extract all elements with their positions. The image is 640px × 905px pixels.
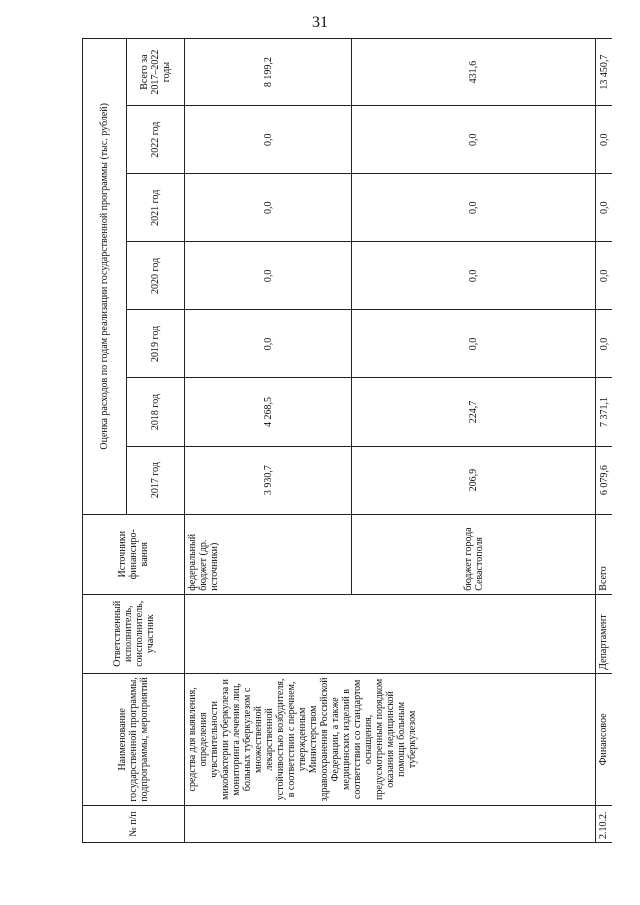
cell-federal-2021: 0,0 <box>185 174 352 242</box>
header-responsible: Ответственный исполнитель, соисполнитель, участник <box>83 594 185 673</box>
table-row-federal <box>185 39 352 843</box>
cell-item-description: средства для выявления, определения чувствительности микобактерии туберкулеза и мониторинга лечения лиц, больных туберкулезом с множественной лекарственной устойчивостью возбудителя, в соответствии с перечнем, утвержденным Министерством здравоохранения Российской Федерации, а также медицинских изделий в соответствии со стандартом оснащения, предусмотренным порядком оказания медицинской помощи больным туберкулезом <box>185 673 596 805</box>
header-year-2020: 2020 год <box>127 242 185 310</box>
cell-next-2017: 6 079,6 <box>596 446 613 514</box>
cell-city-2022: 0,0 <box>352 106 596 174</box>
cell-city-2020: 0,0 <box>352 242 596 310</box>
cell-federal-2020: 0,0 <box>185 242 352 310</box>
cell-num-continued <box>185 805 596 842</box>
cell-city-2017: 206,9 <box>352 446 596 514</box>
cell-city-2019: 0,0 <box>352 310 596 378</box>
cell-next-2020: 0,0 <box>596 242 613 310</box>
header-row-1 <box>83 39 127 843</box>
page-number: 31 <box>312 14 328 31</box>
budget-table <box>82 38 612 843</box>
cell-city-2018: 224,7 <box>352 378 596 446</box>
table-row-2-10-2 <box>596 39 613 843</box>
cell-source-federal: федеральный бюджет (др. источники) <box>185 514 352 594</box>
cell-next-name: Финансовое <box>596 673 613 805</box>
cell-federal-total: 8 199,2 <box>185 39 352 106</box>
header-name: Наименование государственной программы, подпрограммы, мероприятий <box>83 673 185 805</box>
cell-source-city: бюджет города Севастополя <box>352 514 596 594</box>
cell-next-total: 13 450,7 <box>596 39 613 106</box>
cell-federal-2018: 4 268,5 <box>185 378 352 446</box>
cell-federal-2019: 0,0 <box>185 310 352 378</box>
cell-responsible-continued <box>185 594 596 673</box>
header-year-2022: 2022 год <box>127 106 185 174</box>
cell-next-2018: 7 371,1 <box>596 378 613 446</box>
cell-federal-2022: 0,0 <box>185 106 352 174</box>
header-num: № п/п <box>83 805 185 842</box>
header-estimate: Оценка расходов по годам реализации государственной программы (тыс. рублей) <box>83 39 127 515</box>
rotated-table-area <box>82 38 612 843</box>
cell-next-responsible: Департамент <box>596 594 613 673</box>
cell-next-num: 2.10.2. <box>596 805 613 842</box>
cell-next-2022: 0,0 <box>596 106 613 174</box>
cell-next-2021: 0,0 <box>596 174 613 242</box>
header-total: Всего за 2017–2022 годы <box>127 39 185 106</box>
cell-city-2021: 0,0 <box>352 174 596 242</box>
header-year-2017: 2017 год <box>127 446 185 514</box>
header-year-2021: 2021 год <box>127 174 185 242</box>
cell-next-source: Всего <box>596 514 613 594</box>
header-source: Источники финансиро-вания <box>83 514 185 594</box>
header-year-2019: 2019 год <box>127 310 185 378</box>
cell-federal-2017: 3 930,7 <box>185 446 352 514</box>
cell-next-2019: 0,0 <box>596 310 613 378</box>
cell-city-total: 431,6 <box>352 39 596 106</box>
header-year-2018: 2018 год <box>127 378 185 446</box>
